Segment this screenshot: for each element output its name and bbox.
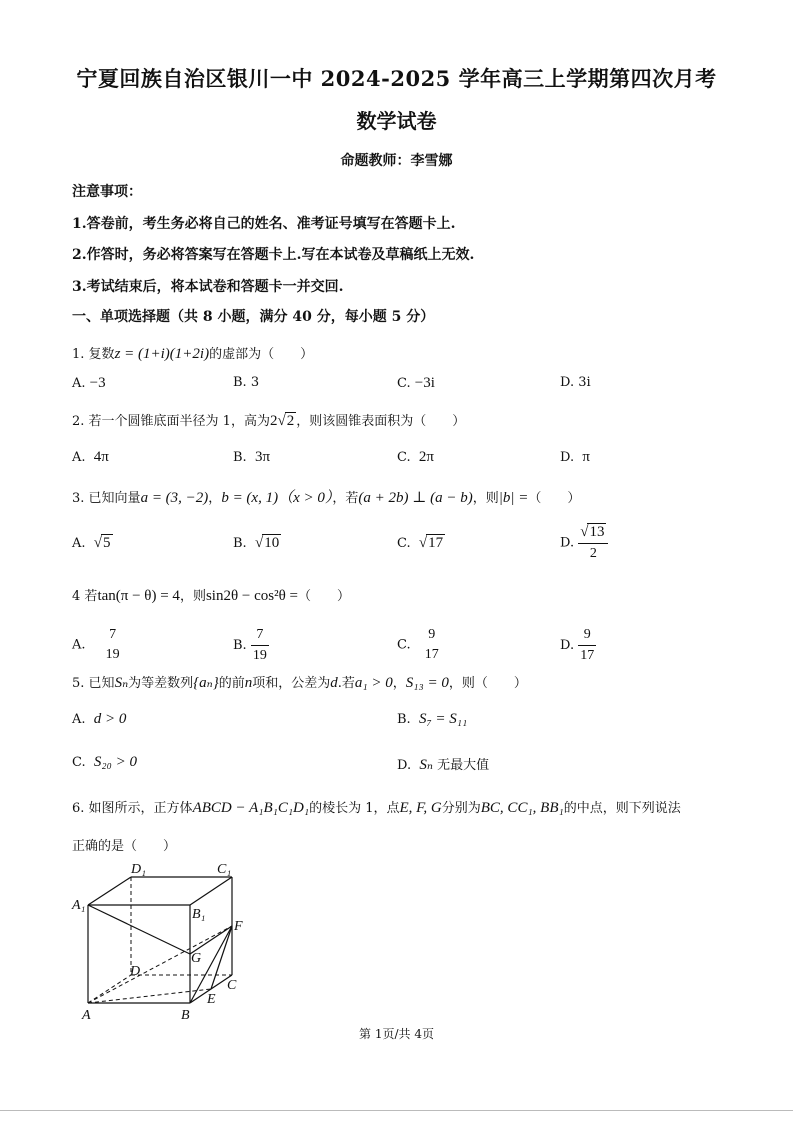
question-text: 分别为: [441, 801, 481, 816]
separator: ，: [392, 676, 406, 691]
option-c[interactable]: [397, 625, 441, 665]
separator: ，: [208, 491, 222, 506]
vector-a: a = (3, −2): [140, 490, 209, 506]
option-value: 17: [428, 535, 444, 551]
note-item: 2.作答时，务必将答案写在答题卡上.写在本试卷及草稿纸上无效.: [72, 247, 475, 263]
question-number: 1.: [72, 347, 85, 362]
option-c[interactable]: [397, 375, 435, 392]
option-label: C.: [397, 637, 411, 653]
condition: （x > 0）: [278, 490, 333, 506]
option-label: C.: [72, 755, 86, 770]
math-expression: ABCD − A₁B₁C₁D₁: [192, 800, 310, 816]
question-text: ，则该圆锥表面积为（ ）: [296, 414, 466, 429]
label-d1: D₁: [131, 862, 146, 877]
label-g: G: [191, 951, 202, 966]
math-expression: a₁ > 0: [354, 675, 393, 691]
option-label: D.: [560, 535, 575, 551]
option-text: 无最大值: [437, 758, 490, 773]
question-number: 5.: [72, 676, 85, 691]
section-heading: 一、单项选择题（共 8 小题，满分 40 分，每小题 5 分）: [72, 309, 435, 325]
question-text: 的中点，则下列说法: [563, 801, 681, 816]
label-a: A: [82, 1008, 91, 1023]
option-a[interactable]: [72, 625, 122, 665]
option-a[interactable]: [72, 375, 106, 392]
teacher-line: 命题教师：李雪娜: [340, 153, 453, 169]
exam-subtitle: 数学试卷: [356, 109, 437, 133]
question-text: 为等差数列: [128, 676, 194, 691]
fraction-numerator: 7: [109, 627, 117, 642]
label-a1: A₁: [72, 898, 86, 913]
option-value: π: [582, 449, 590, 465]
fraction-denominator: 19: [252, 648, 267, 663]
option-value: Sₙ: [419, 757, 433, 773]
option-text: D. 3i: [560, 375, 591, 390]
question-text: 若一个圆锥底面半径为 1，高为: [88, 414, 270, 429]
fraction-numerator: 9: [578, 625, 596, 646]
question-text: 已知向量: [88, 491, 141, 506]
question-number: 6.: [72, 801, 85, 816]
option-d[interactable]: [560, 522, 608, 564]
math-expression: S₁₃ = 0: [405, 675, 449, 691]
option-label: A.: [72, 536, 86, 551]
question-text: ，则: [472, 491, 499, 506]
question-5: [72, 672, 527, 692]
math-symbol: Sₙ: [114, 675, 129, 691]
segment-gf: [190, 926, 232, 954]
question-text: ，则（ ）: [448, 676, 527, 691]
option-value: S₂₀ > 0: [93, 754, 137, 770]
option-label: A.: [72, 712, 86, 727]
question-text: 若: [84, 589, 98, 604]
fraction: [251, 625, 269, 666]
math-expression: E, F, G: [399, 800, 442, 816]
label-c: C: [227, 978, 237, 993]
option-label: A.: [72, 376, 86, 391]
fraction-denominator: 17: [424, 647, 439, 662]
option-b[interactable]: [233, 375, 259, 390]
math-symbol: n: [244, 675, 253, 691]
question-text: .若: [337, 676, 355, 691]
option-value: d > 0: [93, 711, 127, 727]
option-label: B.: [233, 536, 247, 551]
segment-a1g: [88, 905, 190, 954]
option-value: −3: [89, 375, 106, 391]
question-text: 的前: [218, 676, 245, 691]
label-b1: B₁: [192, 907, 206, 922]
fraction-numerator: 13: [589, 524, 605, 540]
fraction-denominator: 19: [105, 647, 120, 662]
notes-heading: 注意事项：: [72, 184, 142, 200]
option-label: C.: [397, 536, 411, 551]
option-b[interactable]: [233, 625, 269, 666]
question-number: 4: [72, 589, 81, 604]
option-value: 4π: [93, 449, 109, 465]
math-expression: BC, CC₁, BB₁: [480, 800, 564, 816]
label-d: D: [130, 964, 141, 979]
question-number: 2.: [72, 414, 85, 429]
option-value: 3π: [254, 449, 271, 465]
question-2: 2. 若一个圆锥底面半径为 1，高为2√2 ，则该圆锥表面积为（ ）: [72, 413, 466, 429]
option-value: 2π: [418, 449, 434, 465]
perp-expression: (a + 2b) ⊥ (a − b): [358, 490, 473, 506]
option-value: 10: [264, 535, 280, 551]
option-value: 5: [103, 535, 111, 551]
radical: 2: [286, 413, 295, 429]
option-b[interactable]: [397, 711, 467, 728]
question-4: [72, 585, 350, 605]
note-item: 1.答卷前，考生务必将自己的姓名、准考证号填写在答题卡上.: [72, 216, 456, 232]
edge: [190, 877, 232, 905]
question-text: （ ）: [298, 589, 351, 604]
question-3: [72, 486, 580, 507]
option-d[interactable]: [560, 625, 596, 666]
vector-b: b = (x, 1): [221, 490, 279, 506]
option-a[interactable]: [72, 449, 109, 466]
option-c[interactable]: [72, 754, 137, 771]
exam-title: 宁夏回族自治区银川一中 2024-2025 学年高三上学期第四次月考: [76, 66, 717, 91]
math-symbol: {aₙ}: [193, 675, 219, 691]
option-a[interactable]: [72, 711, 126, 728]
question-text: ，则: [179, 589, 206, 604]
math-expression: z = (1+i)(1+2i): [114, 346, 210, 362]
option-b[interactable]: [233, 449, 270, 466]
question-text: 已知: [88, 676, 115, 691]
label-c1: C₁: [217, 862, 232, 877]
question-6: [72, 797, 681, 817]
page-divider: [0, 1110, 793, 1111]
option-label: D.: [560, 450, 575, 465]
option-b[interactable]: B. √10: [233, 535, 280, 551]
question-text: 的虚部为（ ）: [209, 347, 314, 362]
fraction-numerator: 9: [428, 627, 436, 642]
question-text: 项和，公差为: [252, 676, 331, 691]
math-symbol: d: [330, 675, 338, 691]
norm-expression: |b| =: [498, 490, 529, 506]
fraction-denominator: 2: [589, 546, 597, 561]
edge: [88, 877, 131, 905]
math-expression: sin2θ − cos²θ =: [205, 588, 298, 604]
fraction: $\frac{√13}{2}$: [578, 522, 608, 564]
label-b: B: [181, 1008, 190, 1023]
option-label: B.: [397, 712, 411, 727]
fraction: [423, 625, 441, 665]
question-1: [72, 343, 313, 363]
option-d[interactable]: [560, 449, 590, 466]
option-label: A.: [72, 637, 86, 653]
label-f: F: [234, 919, 243, 934]
option-value: −3i: [414, 375, 435, 391]
label-e: E: [207, 992, 216, 1007]
question-text: （ ）: [528, 491, 581, 506]
question-text: 如图所示，正方体: [88, 801, 193, 816]
question-text: 复数: [88, 347, 115, 362]
cube-figure: [65, 858, 255, 1028]
fraction-numerator: 7: [251, 625, 269, 646]
fraction: [104, 625, 122, 665]
option-label: D.: [397, 758, 412, 773]
option-label: B.: [233, 638, 247, 653]
option-label: B.: [233, 450, 247, 465]
note-item: 3.考试结束后，将本试卷和答题卡一并交回.: [72, 279, 344, 295]
option-label: C.: [397, 450, 411, 465]
option-label: D.: [560, 638, 575, 653]
question-number: 3.: [72, 491, 85, 506]
fraction: [578, 625, 596, 666]
option-d[interactable]: [397, 754, 489, 774]
option-label: C.: [397, 376, 411, 391]
fraction-denominator: 17: [580, 648, 595, 663]
question-text: ，若: [332, 491, 359, 506]
option-label: A.: [72, 450, 86, 465]
math-expression: tan(π − θ) = 4: [97, 588, 180, 604]
option-c[interactable]: [397, 449, 434, 466]
option-c[interactable]: C. √17: [397, 535, 444, 551]
question-text: 的棱长为 1，点: [309, 801, 400, 816]
option-a[interactable]: A. √5: [72, 535, 111, 551]
question-6-line2: 正确的是（ ）: [72, 839, 177, 854]
option-text: B. 3: [233, 375, 260, 390]
radical-coef: 2: [269, 413, 278, 429]
page-number: 第 1页/共 4页: [359, 1027, 434, 1041]
option-d[interactable]: [560, 375, 591, 390]
option-value: S₇ = S₁₁: [418, 711, 468, 727]
